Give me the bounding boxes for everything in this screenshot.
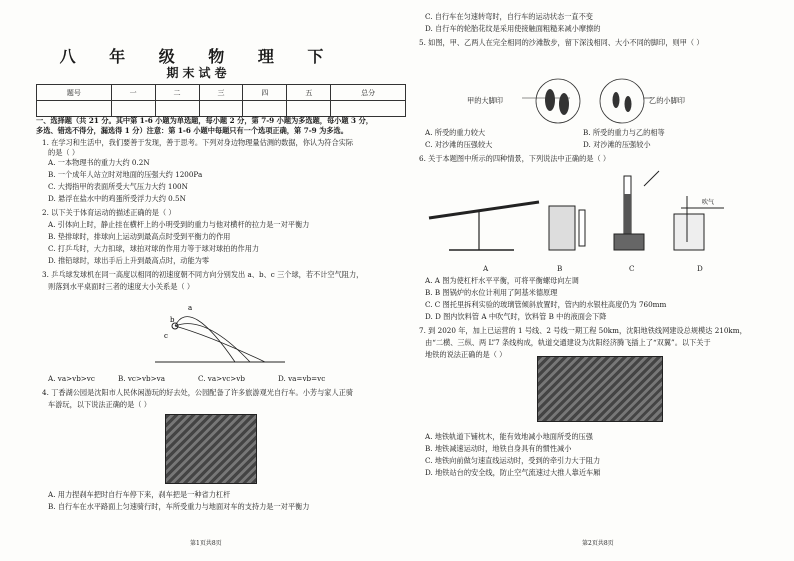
option-7c: C. 地铁向前做匀速直线运动时，受到的牵引力大于阻力: [425, 456, 601, 465]
option-2a: A. 引体向上时，静止挂在横杆上的小明受到的重力与他对横杆的拉力是一对平衡力: [48, 220, 310, 229]
bicycle-photo: [165, 414, 257, 484]
question-1: 1. 在学习和生活中，我们要善于发现，善于思考。下列对身边物理量估测的数据，你认为符合实际: [42, 138, 354, 147]
option-2b: B. 垫排球时，排球向上运动到最高点时受到平衡力的作用: [48, 232, 231, 241]
option-5b: B. 所受的重力与乙的相等: [583, 128, 665, 137]
ball-trajectory-figure: [150, 298, 290, 368]
option-6c: C. C 图托里拆利实验的玻璃管倾斜放置时，管内的水银柱高度仍为 760mm: [425, 300, 667, 309]
score-cell[interactable]: [37, 101, 112, 117]
option-6b: B. B 图锅炉的水位计利用了阿基米德原理: [425, 288, 558, 297]
question-1-cont: 的是（ ）: [48, 148, 80, 157]
option-7b: B. 地铁减速运动时，地铁自身具有的惯性减小: [425, 444, 572, 453]
question-7-cont2: 地铁的说法正确的是（ ）: [425, 350, 507, 359]
subway-photo: [537, 356, 663, 422]
figure-label-d: D: [697, 264, 703, 273]
question-4: 4. 丁香湖公园是沈阳市人民休闲游玩的好去处，公园配备了许多旅游观光自行车。小芳与家人正骑: [42, 388, 354, 397]
question-3-cont: 则落到水平桌面时三者的速度大小关系是（ ）: [48, 282, 195, 291]
option-4d: D. 自行车的轮胎花纹是采用使接触面粗糙来减小摩擦的: [425, 24, 601, 33]
option-3c: C. va>vc>vb: [198, 374, 245, 383]
score-cell[interactable]: [199, 101, 243, 117]
footprint-figure: [522, 76, 652, 126]
question-6: 6. 关于本题图中所示的四种情景，下列说法中正确的是（ ）: [419, 154, 611, 163]
footprint-label-b: 乙的小脚印: [649, 96, 685, 105]
score-header-cell: 题号: [37, 85, 112, 101]
score-cell[interactable]: [287, 101, 331, 117]
option-1d: D. 悬浮在盐水中的鸡蛋所受浮力大约 0.5N: [48, 194, 186, 203]
score-header-cell: 五: [287, 85, 331, 101]
option-4c: C. 自行车在匀速转弯时，自行车的运动状态一直不变: [425, 12, 593, 21]
score-table: [36, 84, 406, 117]
svg-text:c: c: [164, 332, 168, 340]
score-header-cell: 二: [155, 85, 199, 101]
svg-text:吹气: 吹气: [702, 199, 715, 206]
table-row: [37, 101, 406, 117]
section-heading: 一、选择题（共 21 分。其中第 1-6 小题为单选题，每小题 2 分，第 7-9 小题为多选题，每小题 3 分，: [36, 116, 373, 125]
exam-subtitle: 期末试卷: [166, 66, 231, 80]
score-header-cell: 四: [243, 85, 287, 101]
option-2c: C. 打乒乓时，大力扣球，球拍对球的作用力等于球对球拍的作用力: [48, 244, 260, 253]
question-7: 7. 到 2020 年，加上已运营的 1 号线、2 号线一期工程 50km，沈阳地铁线网建设总规模达 210km，: [419, 326, 747, 335]
section-heading-cont: 多选、错选不得分，漏选得 1 分）注意：第 1-6 小题中每题只有一个选项正确，第 7-9 为多选。: [36, 126, 348, 135]
right-page: [397, 0, 794, 561]
figure-label-b: B: [557, 264, 563, 273]
score-cell[interactable]: [155, 101, 199, 117]
score-cell[interactable]: [111, 101, 155, 117]
question-3: 3. 乒乓球发球机在同一高度以相同的初速度朝不同方向分别发出 a、b、c 三个球，若不计空气阻力，: [42, 270, 364, 279]
option-2d: D. 推铅球时，球出手后上升到最高点时，动能为零: [48, 256, 210, 265]
table-row: [37, 85, 406, 101]
svg-text:a: a: [188, 304, 193, 312]
question-7-cont: 由“二横、三纵、两 L”7 条线构成，轨道交通建设为沈阳经济腾飞插上了“双翼”。以下关于: [425, 338, 711, 347]
page-footer: 第1页共8页: [190, 540, 222, 547]
score-header-cell: 一: [111, 85, 155, 101]
score-header-cell: 三: [199, 85, 243, 101]
option-3a: A. va>vb>vc: [48, 374, 95, 383]
score-cell[interactable]: [331, 101, 406, 117]
option-3d: D. va=vb=vc: [278, 374, 326, 383]
option-4a: A. 用力捏刹车把时自行车停下来，刹车把是一种省力杠杆: [48, 490, 231, 499]
option-5a: A. 所受的重力较大: [425, 128, 486, 137]
option-7a: A. 地铁轨道下铺枕木，能有效地减小地面所受的压强: [425, 432, 593, 441]
option-6d: D. D 图内饮料管 A 中吹气时，饮料管 B 中的液面会下降: [425, 312, 607, 321]
page-footer: 第2页共8页: [582, 540, 614, 547]
option-6a: A. A 图为使杠杆水平平衡，可将平衡螺母向左调: [425, 276, 579, 285]
option-1b: B. 一个成年人站立时对地面的压强大约 1200Pa: [48, 170, 203, 179]
question-4-cont: 车游玩，以下说法正确的是（ ）: [48, 400, 151, 409]
figure-label-c: C: [629, 264, 635, 273]
question-2: 2. 以下关于体育运动的描述正确的是（ ）: [42, 208, 176, 217]
experiment-figures: [419, 166, 729, 262]
footprint-label-a: 甲的大脚印: [467, 96, 503, 105]
score-cell[interactable]: [243, 101, 287, 117]
svg-text:b: b: [170, 316, 175, 324]
exam-title: 八 年 级 物 理 下: [59, 47, 338, 66]
option-1a: A. 一本物理书的重力大约 0.2N: [48, 158, 150, 167]
option-5d: D. 对沙滩的压强较小: [583, 140, 651, 149]
option-7d: D. 地铁站台的安全线，防止空气流速过大推人靠近车厢: [425, 468, 601, 477]
option-3b: B. vc>vb>va: [118, 374, 165, 383]
score-header-cell: 总分: [331, 85, 406, 101]
option-1c: C. 大拇指甲的表面所受大气压力大约 100N: [48, 182, 188, 191]
question-5: 5. 如图，甲、乙两人在完全相同的沙滩散步，留下深浅相同、大小不同的脚印，则甲（ ）: [419, 38, 704, 47]
option-5c: C. 对沙滩的压强较大: [425, 140, 493, 149]
option-4b: B. 自行车在水平路面上匀速骑行时，车所受重力与地面对车的支持力是一对平衡力: [48, 502, 310, 511]
figure-label-a: A: [483, 264, 489, 273]
